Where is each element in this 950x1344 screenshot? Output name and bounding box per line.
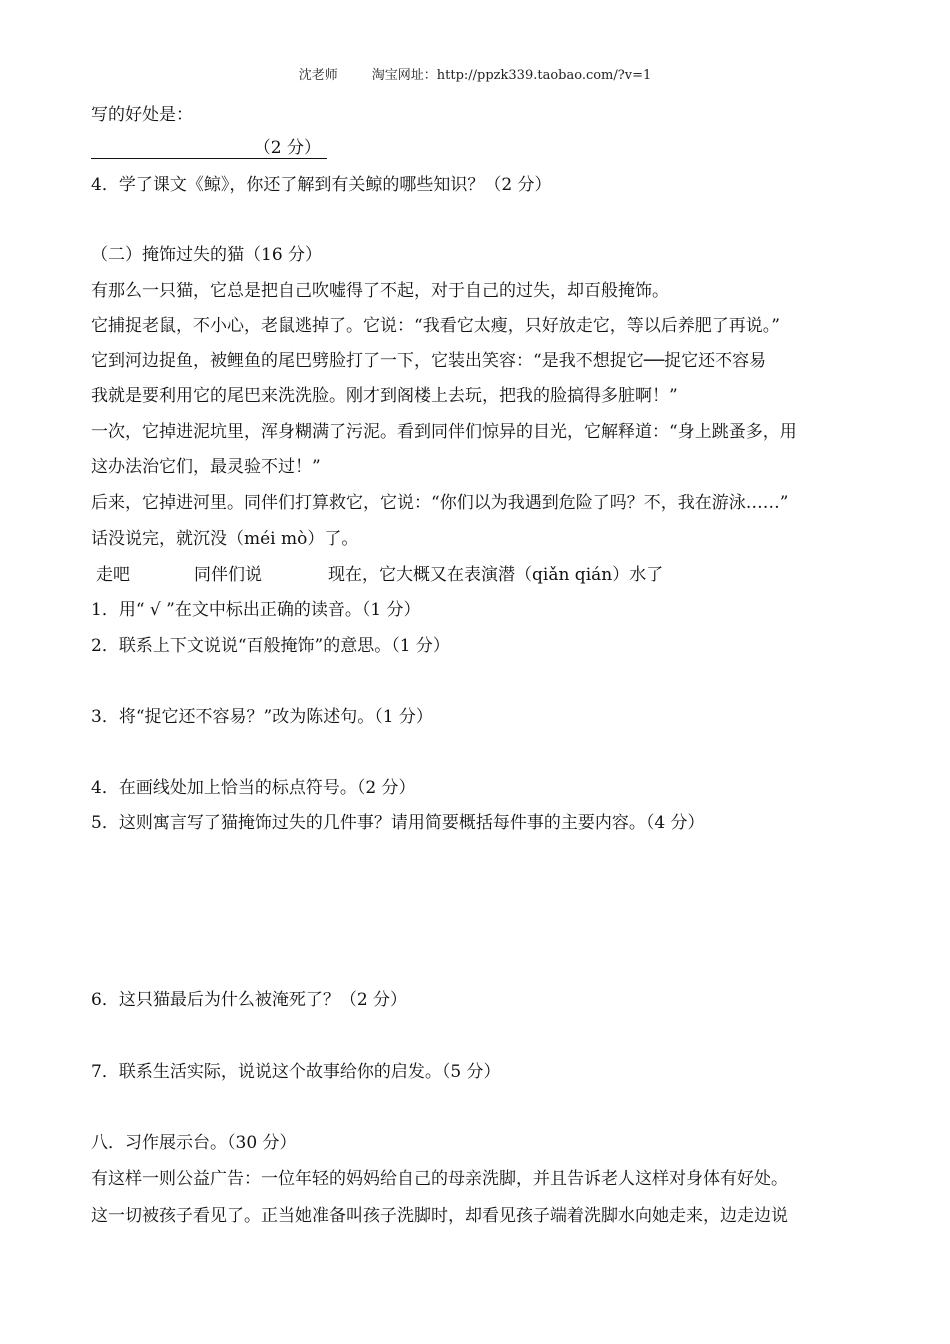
passage-line: 我就是要利用它的尾巴来洗洗脸。刚才到阁楼上去玩，把我的脸搞得多脏啊！” xyxy=(91,386,678,406)
score-label: （2 分） xyxy=(253,138,321,158)
passage-line: 后来，它掉进河里。同伴们打算救它，它说：“你们以为我遇到危险了吗？不，我在游泳……” xyxy=(91,493,789,513)
section-title-writing: 八．习作展示台。（30 分） xyxy=(91,1133,297,1153)
answer-blank xyxy=(91,138,327,159)
fragment: 走吧 xyxy=(96,565,130,585)
writing-prompt-line: 有这样一则公益广告：一位年轻的妈妈给自己的母亲洗脚，并且告诉老人这样对身体有好处。 xyxy=(91,1169,788,1189)
passage-line: 有那么一只猫，它总是把自己吹嘘得了不起，对于自己的过失，却百般掩饰。 xyxy=(91,281,669,301)
page-header xyxy=(0,64,950,83)
question-2: 2．联系上下文说说“百般掩饰”的意思。（1 分） xyxy=(91,636,450,656)
fragment: 现在，它大概又在表演潜（qiǎn qián）水了 xyxy=(328,565,664,585)
passage-line: 一次，它掉进泥坑里，浑身糊满了污泥。看到同伴们惊异的目光，它解释道：“身上跳蚤多，用 xyxy=(91,422,797,442)
header-teacher: 沈老师 xyxy=(298,68,338,83)
question-4-whale: 4．学了课文《鲸》，你还了解到有关鲸的哪些知识？（2 分） xyxy=(91,175,552,195)
question-1: 1．用“ √ ”在文中标出正确的读音。（1 分） xyxy=(91,600,421,620)
section-title-cat: （二）掩饰过失的猫（16 分） xyxy=(91,245,323,265)
question-7: 7．联系生活实际，说说这个故事给你的启发。（5 分） xyxy=(91,1062,501,1082)
header-shop-url: 淘宝网址：http://ppzk339.taobao.com/?v=1 xyxy=(371,68,652,83)
passage-line: 它到河边捉鱼，被鲤鱼的尾巴劈脸打了一下，它装出笑容：“是我不想捉它──捉它还不容易 xyxy=(91,351,767,371)
question-4: 4．在画线处加上恰当的标点符号。（2 分） xyxy=(91,778,416,798)
question-6: 6．这只猫最后为什么被淹死了？（2 分） xyxy=(91,990,408,1010)
question-5: 5．这则寓言写了猫掩饰过失的几件事？请用简要概括每件事的主要内容。（4 分） xyxy=(91,813,705,833)
passage-line: 它捕捉老鼠，不小心，老鼠逃掉了。它说：“我看它太瘦，只好放走它，等以后养肥了再说。” xyxy=(91,316,780,336)
question-3: 3．将“捉它还不容易？”改为陈述句。（1 分） xyxy=(91,707,433,727)
passage-line-blanks xyxy=(96,564,663,586)
text-line: 写的好处是： xyxy=(91,105,193,125)
writing-prompt-line: 这一切被孩子看见了。正当她准备叫孩子洗脚时，却看见孩子端着洗脚水向她走来，边走边说 xyxy=(91,1206,788,1226)
fragment: 同伴们说 xyxy=(194,565,262,585)
passage-line: 话没说完，就沉没（méi mò）了。 xyxy=(91,529,359,549)
passage-line: 这办法治它们，最灵验不过！” xyxy=(91,457,321,477)
